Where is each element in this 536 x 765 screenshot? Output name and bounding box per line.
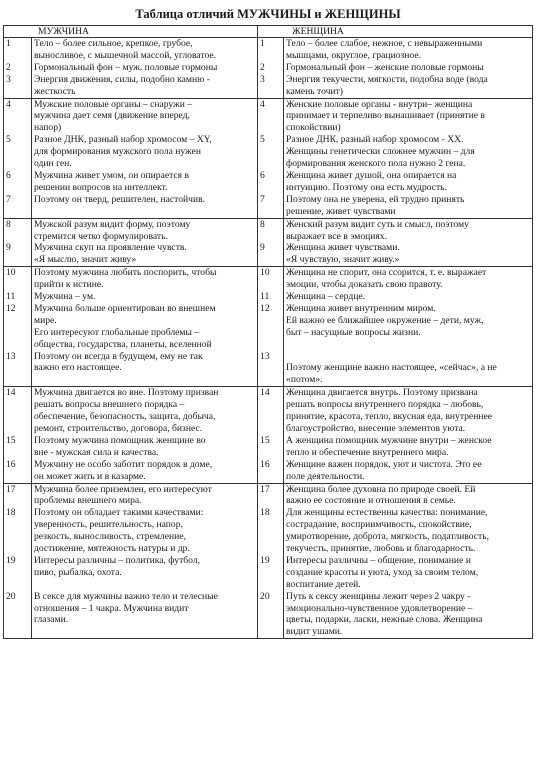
female-text-line: Разное ДНК, разный набор хромосом - XX. bbox=[286, 134, 464, 146]
male-row-number: 4 bbox=[6, 98, 11, 110]
blank-line bbox=[6, 279, 29, 291]
female-text-line: эмоционально-чувственное удовлетворение – bbox=[286, 602, 473, 614]
male-text-line: общества, государства, планеты, вселенной bbox=[34, 338, 212, 350]
female-text-cell bbox=[284, 98, 533, 218]
blank-line bbox=[260, 158, 281, 170]
female-text-line: Поэтому женщине важно настоящее, «сейчас», а не bbox=[286, 362, 497, 374]
male-text-line: Мужчина двигается во вне. Поэтому призван bbox=[34, 387, 219, 399]
blank-line bbox=[260, 471, 281, 483]
female-text-line: Для женщины естественны качества: понимание, bbox=[286, 507, 488, 519]
female-text-line: Женщина живет чувствами. bbox=[286, 242, 400, 254]
blank-line bbox=[6, 614, 29, 626]
male-text-line: глазами. bbox=[34, 614, 69, 626]
male-text-line: для формирования мужского пола нужен bbox=[34, 146, 201, 158]
female-text-line: сострадание, восприимчивость, спокойствие, bbox=[286, 519, 472, 531]
female-text-line: спокойствии) bbox=[286, 122, 341, 134]
female-text-line: благоустройство, внесение элементов уюта. bbox=[286, 422, 466, 434]
female-text-line: принимает и терпеливо вынашивает (принятие в bbox=[286, 110, 485, 122]
male-text-line: «Я мыслю, значит живу» bbox=[34, 254, 137, 266]
male-text-line: резкость, выносливость, стремление, bbox=[34, 531, 186, 543]
female-row-number: 1 bbox=[260, 38, 265, 49]
blank-line bbox=[6, 110, 29, 122]
blank-line bbox=[6, 86, 29, 98]
male-text-line: Разное ДНК, разный набор хромосом – XY, bbox=[34, 134, 212, 146]
male-text-line: Поэтому мужчина любить поспорить, чтобы bbox=[34, 267, 217, 279]
table-row bbox=[4, 267, 533, 387]
document-title: Таблица отличий МУЖЧИНЫ и ЖЕНЩИНЫ bbox=[135, 7, 401, 21]
male-text-line: уверенность, решительность, напор, bbox=[34, 519, 183, 531]
blank-line bbox=[6, 182, 29, 194]
blank-line bbox=[6, 411, 29, 423]
male-row-number: 5 bbox=[6, 134, 11, 146]
male-text-line: Тело – более сильное, крепкое, грубое, bbox=[34, 38, 193, 49]
female-text-line: Женщина – сердце. bbox=[286, 291, 365, 303]
male-text-cell bbox=[32, 267, 258, 387]
female-text-cell bbox=[284, 483, 533, 639]
male-text-line: проблемы внешнего мира. bbox=[34, 495, 142, 507]
male-text-line: Поэтому он тверд, решителен, настойчив. bbox=[34, 193, 206, 205]
blank-line bbox=[260, 399, 281, 411]
female-row-number: 12 bbox=[260, 302, 270, 314]
female-row-number: 19 bbox=[260, 554, 270, 566]
blank-line bbox=[34, 626, 255, 638]
blank-line bbox=[6, 254, 29, 266]
blank-line bbox=[260, 423, 281, 435]
female-text-line: Женщина более духовна по природе своей. Ей bbox=[286, 483, 476, 495]
male-row-number: 10 bbox=[6, 267, 16, 279]
blank-line bbox=[260, 567, 281, 579]
male-number-cell bbox=[4, 483, 32, 639]
blank-line bbox=[260, 626, 281, 638]
blank-line bbox=[260, 495, 281, 507]
blank-line bbox=[6, 374, 29, 386]
male-row-number: 13 bbox=[6, 350, 16, 362]
male-text-line: стремится четко формулировать. bbox=[34, 230, 168, 242]
blank-line bbox=[6, 519, 29, 531]
blank-line bbox=[260, 374, 281, 386]
blank-line bbox=[34, 206, 255, 218]
male-number-cell bbox=[4, 98, 32, 218]
male-text-cell bbox=[32, 38, 258, 99]
male-row-number: 15 bbox=[6, 434, 16, 446]
male-text-line: Мужчину не особо заботит порядок в доме, bbox=[34, 458, 213, 470]
female-text-line: камень точит) bbox=[286, 85, 343, 97]
blank-line bbox=[6, 531, 29, 543]
male-text-cell bbox=[32, 387, 258, 483]
blank-line bbox=[6, 579, 29, 591]
blank-line bbox=[260, 182, 281, 194]
male-row-number: 11 bbox=[6, 291, 16, 303]
female-row-number: 14 bbox=[260, 387, 270, 399]
female-row-number: 15 bbox=[260, 434, 270, 446]
female-text-line: Тело – более слабое, нежное, с невыраженными bbox=[286, 38, 483, 49]
female-text-line: формирования женского пола нужно 2 гена. bbox=[286, 158, 466, 170]
blank-line bbox=[260, 279, 281, 291]
male-text-line: решать вопросы внешнего порядка – bbox=[34, 399, 185, 411]
blank-line bbox=[6, 231, 29, 243]
female-text-line: создание красоты и уюта, уход за своим телом, bbox=[286, 566, 479, 578]
blank-line bbox=[260, 327, 281, 339]
male-text-line: Мужчина более приземлен, его интересуют bbox=[34, 483, 212, 495]
blank-line bbox=[286, 351, 530, 363]
male-number-cell bbox=[4, 38, 32, 99]
male-text-line: отношения – 1 чакра. Мужчина видит bbox=[34, 602, 189, 614]
male-text-line: он может жить и в казарме. bbox=[34, 470, 146, 482]
male-text-cell bbox=[32, 483, 258, 639]
female-row-number: 2 bbox=[260, 61, 265, 73]
male-text-line: обеспечение, безопасность, защита, добыча, bbox=[34, 411, 216, 423]
female-row-number: 20 bbox=[260, 590, 270, 602]
blank-line bbox=[260, 110, 281, 122]
male-text-cell bbox=[32, 218, 258, 267]
blank-line bbox=[6, 122, 29, 134]
male-text-line: прийти к истине. bbox=[34, 279, 104, 291]
table-row bbox=[4, 218, 533, 267]
female-row-number: 9 bbox=[260, 242, 265, 254]
male-text-line: пиво, рыбалка, охота. bbox=[34, 566, 122, 578]
male-number-cell bbox=[4, 387, 32, 483]
blank-line bbox=[6, 315, 29, 327]
male-text-line: Поэтому он обладает такими качествами: bbox=[34, 507, 204, 519]
female-text-line: Поэтому она не уверена, ей трудно принять bbox=[286, 193, 465, 205]
blank-line bbox=[286, 339, 530, 351]
female-text-line: Гормональный фон – женские половые гормоны bbox=[286, 61, 484, 73]
table-body bbox=[4, 38, 533, 639]
blank-line bbox=[6, 146, 29, 158]
table-row bbox=[4, 98, 533, 218]
blank-line bbox=[6, 50, 29, 62]
male-text-line: Энергия движения, силы, подобно камню - bbox=[34, 73, 210, 85]
male-row-number: 7 bbox=[6, 193, 11, 205]
male-row-number: 9 bbox=[6, 242, 11, 254]
female-text-line: А женщина помощник мужчине внутри – женское bbox=[286, 434, 492, 446]
female-row-number: 6 bbox=[260, 169, 265, 181]
blank-line bbox=[260, 543, 281, 555]
female-text-line: поле деятельности. bbox=[286, 470, 365, 482]
male-row-number: 20 bbox=[6, 590, 16, 602]
table-row bbox=[4, 38, 533, 99]
blank-line bbox=[260, 519, 281, 531]
female-column-header: ЖЕНЩИНА bbox=[258, 26, 533, 38]
male-number-cell bbox=[4, 267, 32, 387]
male-text-line: мире. bbox=[34, 314, 57, 326]
female-row-number: 7 bbox=[260, 193, 265, 205]
blank-line bbox=[6, 471, 29, 483]
blank-line bbox=[260, 339, 281, 351]
female-row-number: 8 bbox=[260, 218, 265, 230]
female-text-cell bbox=[284, 267, 533, 387]
male-row-number: 16 bbox=[6, 458, 16, 470]
male-column-header: МУЖЧИНА bbox=[4, 26, 258, 38]
female-row-number: 3 bbox=[260, 73, 265, 85]
female-text-line: воспитание детей. bbox=[286, 578, 361, 590]
blank-line bbox=[6, 626, 29, 638]
blank-line bbox=[6, 206, 29, 218]
blank-line bbox=[260, 206, 281, 218]
male-row-number: 8 bbox=[6, 218, 11, 230]
female-text-line: принятие, красота, тепло, вкусная еда, внутреннее bbox=[286, 411, 492, 423]
blank-line bbox=[6, 495, 29, 507]
table-row bbox=[4, 483, 533, 639]
male-text-line: Мужчина живет умом, он опирается в bbox=[34, 169, 190, 181]
female-row-number: 16 bbox=[260, 458, 270, 470]
male-row-number: 2 bbox=[6, 61, 11, 73]
female-text-line: Женщины генетически сложнее мужчин – для bbox=[286, 146, 475, 158]
blank-line bbox=[260, 231, 281, 243]
female-row-number: 17 bbox=[260, 483, 270, 495]
table-header-row bbox=[4, 26, 533, 38]
female-text-line: умиротворение, доброта, мягкость, податливость, bbox=[286, 531, 489, 543]
male-text-line: Его интересуют глобальные проблемы – bbox=[34, 326, 200, 338]
male-text-line: один ген. bbox=[34, 158, 72, 170]
blank-line bbox=[260, 86, 281, 98]
male-row-number: 18 bbox=[6, 507, 16, 519]
male-text-line: Мужские половые органы – снаружи – bbox=[34, 98, 193, 110]
blank-line bbox=[6, 399, 29, 411]
male-row-number: 17 bbox=[6, 483, 16, 495]
male-text-line: достижение, мятежность натуры и др. bbox=[34, 543, 190, 555]
female-row-number: 10 bbox=[260, 267, 270, 279]
male-text-line: напор) bbox=[34, 122, 62, 134]
blank-line bbox=[260, 602, 281, 614]
female-number-cell bbox=[258, 483, 284, 639]
female-text-line: тепло и обеспечение внутреннего мира. bbox=[286, 446, 449, 458]
blank-line bbox=[260, 254, 281, 266]
female-number-cell bbox=[258, 387, 284, 483]
female-text-line: Энергия текучести, мягкости, подобна воде (вода bbox=[286, 73, 488, 85]
male-text-line: жесткость bbox=[34, 85, 76, 97]
female-text-line: важно ее состояние и отношения в семье. bbox=[286, 495, 456, 507]
male-row-number: 12 bbox=[6, 302, 16, 314]
female-text-line: выражает все в эмоциях. bbox=[286, 230, 387, 242]
male-number-cell bbox=[4, 218, 32, 267]
female-text-line: эмоции, чтобы доказать свою правоту. bbox=[286, 279, 443, 291]
female-text-line: интуицию. Поэтому она есть мудрость. bbox=[286, 181, 447, 193]
female-text-cell bbox=[284, 38, 533, 99]
female-text-line: Женщина двигается внутрь. Поэтому призвана bbox=[286, 387, 478, 399]
male-row-number: 14 bbox=[6, 387, 16, 399]
female-text-line: цветы, подарки, ласки, нежные слова. Женщина bbox=[286, 614, 483, 626]
female-text-line: решать вопросы внутреннего порядка – любовь, bbox=[286, 399, 484, 411]
male-text-line: Гормональный фон – муж. половые гормоны bbox=[34, 61, 218, 73]
blank-line bbox=[260, 614, 281, 626]
blank-line bbox=[260, 122, 281, 134]
female-row-number: 13 bbox=[260, 350, 270, 362]
female-text-line: решение, живет чувствами bbox=[286, 205, 396, 217]
blank-line bbox=[6, 423, 29, 435]
female-text-line: быт – насущные вопросы жизни. bbox=[286, 326, 421, 338]
female-text-line: видит ушами. bbox=[286, 626, 343, 638]
female-text-line: текучесть, принятие, любовь и благодарность. bbox=[286, 543, 476, 555]
blank-line bbox=[6, 602, 29, 614]
male-text-line: Мужской разум видит форму, поэтому bbox=[34, 218, 191, 230]
female-text-line: мышцами, округлое, грациозное. bbox=[286, 49, 421, 61]
female-number-cell bbox=[258, 267, 284, 387]
blank-line bbox=[6, 362, 29, 374]
male-text-line: Мужчина больше ориентирован во внешнем bbox=[34, 302, 216, 314]
blank-line bbox=[260, 50, 281, 62]
blank-line bbox=[260, 362, 281, 374]
male-text-line: ремонт, строительство, договора, бизнес. bbox=[34, 422, 203, 434]
female-text-line: Женские половые органы - внутри– женщина bbox=[286, 98, 473, 110]
male-text-line: выносливое, с мышечной массой, угловатое. bbox=[34, 49, 217, 61]
female-text-line: Ей важно ее ближайшее окружение – дети, муж, bbox=[286, 314, 484, 326]
male-text-line: важно его настоящее. bbox=[34, 362, 122, 374]
blank-line bbox=[260, 411, 281, 423]
female-row-number: 18 bbox=[260, 507, 270, 519]
female-text-line: Женщине важен порядок, уют и чистота. Это ее bbox=[286, 458, 482, 470]
blank-line bbox=[260, 447, 281, 459]
female-text-line: Женщина живет внутренним миром. bbox=[286, 302, 436, 314]
male-text-line: Мужчина – ум. bbox=[34, 291, 96, 303]
male-text-line: вне - мужская сила и качества. bbox=[34, 446, 159, 458]
male-row-number: 1 bbox=[6, 38, 11, 49]
blank-line bbox=[6, 327, 29, 339]
male-text-line: Поэтому мужчина помощник женщине во bbox=[34, 434, 206, 446]
female-text-line: «потом». bbox=[286, 374, 323, 386]
female-number-cell bbox=[258, 98, 284, 218]
male-text-line: Поэтому он всегда в будущем, ему не так bbox=[34, 350, 203, 362]
female-text-cell bbox=[284, 218, 533, 267]
blank-line bbox=[34, 374, 255, 386]
blank-line bbox=[34, 579, 255, 591]
male-text-cell bbox=[32, 98, 258, 218]
male-text-line: решении вопросов на интеллект. bbox=[34, 181, 168, 193]
female-number-cell bbox=[258, 38, 284, 99]
male-text-line: В сексе для мужчины важно тело и телесные bbox=[34, 590, 218, 602]
blank-line bbox=[6, 158, 29, 170]
female-text-line: Женщина не спорит, она ссорится, т. е. выражает bbox=[286, 267, 487, 279]
female-row-number: 11 bbox=[260, 291, 270, 303]
female-text-line: Женский разум видит суть и смысл, поэтому bbox=[286, 218, 469, 230]
male-row-number: 6 bbox=[6, 169, 11, 181]
male-text-line: Мужчина скуп на проявление чувств. bbox=[34, 242, 187, 254]
male-row-number: 3 bbox=[6, 73, 11, 85]
female-text-line: Путь к сексу женщины лежит через 2 чакру - bbox=[286, 590, 471, 602]
blank-line bbox=[260, 315, 281, 327]
female-text-line: «Я чувствую, значит живу.» bbox=[286, 254, 400, 266]
male-text-line: мужчина дает семя (движение вперед, bbox=[34, 110, 190, 122]
comparison-table bbox=[3, 25, 533, 639]
blank-line bbox=[260, 531, 281, 543]
female-text-line: Интересы различны – общение, понимание и bbox=[286, 554, 471, 566]
blank-line bbox=[6, 543, 29, 555]
male-text-line: Интересы различны – политика, футбол, bbox=[34, 554, 201, 566]
blank-line bbox=[6, 339, 29, 351]
blank-line bbox=[6, 447, 29, 459]
female-number-cell bbox=[258, 218, 284, 267]
female-row-number: 4 bbox=[260, 98, 265, 110]
male-row-number: 19 bbox=[6, 554, 16, 566]
table-row bbox=[4, 387, 533, 483]
female-text-cell bbox=[284, 387, 533, 483]
female-row-number: 5 bbox=[260, 134, 265, 146]
female-text-line: Женщина живет душой, она опирается на bbox=[286, 169, 457, 181]
blank-line bbox=[6, 567, 29, 579]
blank-line bbox=[260, 146, 281, 158]
blank-line bbox=[260, 579, 281, 591]
